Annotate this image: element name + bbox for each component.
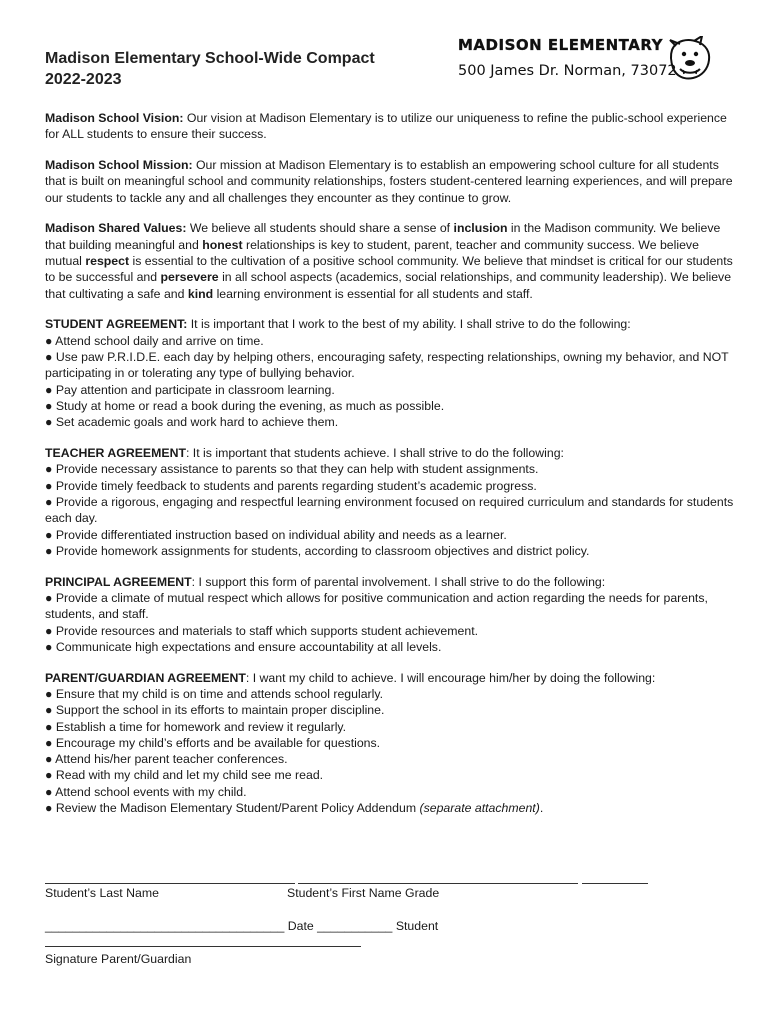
value-honest: honest <box>202 237 243 252</box>
values-text-5: in all school aspects (academics, social relationships, and community leadership). We believe that cultivating a safe and <box>45 270 732 301</box>
addendum-note: (separate attachment) <box>419 800 540 815</box>
list-item: ● Read with my child and let my child see me read. <box>45 768 324 783</box>
value-inclusion: inclusion <box>453 221 508 236</box>
mission-text: Our mission at Madison Elementary is to establish an empowering school culture for all students that is built on meaningful school and community relationships, fosters student-centered learning experiences, and will prepare our students to tackle any and all challenges they encounter as they continue to grow. <box>45 158 733 205</box>
list-item: ● Pay attention and participate in classroom learning. <box>45 382 335 397</box>
title-line-1: Madison Elementary School-Wide Compact <box>45 50 375 67</box>
list-item: ● Establish a time for homework and review it regularly. <box>45 719 347 734</box>
list-item: ● Provide a climate of mutual respect which allows for positive communication and action regarding the needs for parents, students, and staff. <box>45 590 708 622</box>
values-label: Madison Shared Values: <box>45 221 187 236</box>
list-item: ● Ensure that my child is on time and attends school regularly. <box>45 686 384 701</box>
list-item: ● Set academic goals and work hard to achieve them. <box>45 415 339 430</box>
student-last-name-line[interactable] <box>45 883 295 884</box>
list-item: ● Attend school events with my child. <box>45 784 247 799</box>
parent-agreement-label: PARENT/GUARDIAN AGREEMENT <box>45 670 246 685</box>
student-first-name-grade-label: Student’s First Name Grade <box>287 886 440 900</box>
principal-agreement-label: PRINCIPAL AGREEMENT <box>45 574 192 589</box>
value-respect: respect <box>85 254 130 269</box>
values-text-6: learning environment is essential for all students and staff. <box>213 286 533 301</box>
date-signature-line[interactable]: ___________________________________ Date ___________ Student <box>45 919 439 933</box>
values-text-2: in the Madison community. We believe that building meaningful and <box>45 221 721 252</box>
title-line-2: 2022-2023 <box>45 71 122 88</box>
bulldog-mascot-icon <box>668 36 712 82</box>
compact-body <box>45 110 735 831</box>
list-item: ● Provide timely feedback to students and parents regarding student’s academic progress. <box>45 478 537 493</box>
list-item: ● Provide homework assignments for students, according to classroom objectives and district policy. <box>45 543 590 558</box>
student-last-name-label: Student’s Last Name <box>45 886 159 900</box>
student-first-name-line[interactable] <box>298 883 578 884</box>
student-agreement-label: STUDENT AGREEMENT: <box>45 317 188 332</box>
list-item: ● Use paw P.R.I.D.E. each day by helping others, encouraging safety, respecting relationships, owning my behavior, and NOT <box>45 350 729 365</box>
parent-signature-label: Signature Parent/Guardian <box>45 952 192 966</box>
teacher-agreement-intro: : It is important that students achieve. I shall strive to do the following: <box>185 446 564 461</box>
school-logo <box>456 36 708 84</box>
teacher-agreement-label: TEACHER AGREEMENT <box>45 446 186 461</box>
list-item: ● Attend school daily and arrive on time. <box>45 333 264 348</box>
logo-school-name: MADISON ELEMENTARY <box>458 36 663 54</box>
vision-paragraph <box>45 110 735 143</box>
vision-text: Our vision at Madison Elementary is to utilize our uniqueness to refine the public-school experience for ALL students to ensure their success. <box>45 111 727 142</box>
value-kind: kind <box>187 286 214 301</box>
values-text-1: We believe all students should share a sense of <box>186 221 454 236</box>
values-text-3: relationships is key to student, parent, teacher and community success. We believe mutual <box>45 237 699 269</box>
list-item: participating in or tolerating any type of bullying behavior. <box>45 366 355 381</box>
addendum-end: . <box>539 800 544 815</box>
student-agreement-intro: It is important that I work to the best of my ability. I shall strive to do the following: <box>187 317 631 332</box>
list-item: ● Support the school in its efforts to maintain proper discipline. <box>45 703 385 718</box>
principal-agreement <box>45 574 735 655</box>
list-item: ● Encourage my child’s efforts and be available for questions. <box>45 735 381 750</box>
list-item: ● Study at home or read a book during the evening, as much as possible. <box>45 398 445 413</box>
grade-line[interactable] <box>582 883 648 884</box>
vision-label: Madison School Vision: <box>45 111 184 125</box>
list-item-last <box>45 800 735 816</box>
principal-agreement-intro: : I support this form of parental involvement. I shall strive to do the following: <box>191 574 606 589</box>
parent-signature-line[interactable] <box>45 946 361 947</box>
mission-paragraph <box>45 157 735 206</box>
list-item: ● Communicate high expectations and ensure accountability at all levels. <box>45 639 442 654</box>
values-paragraph <box>45 220 735 301</box>
page-title <box>45 48 375 90</box>
teacher-agreement <box>45 445 735 559</box>
parent-agreement <box>45 670 735 817</box>
student-agreement <box>45 316 735 430</box>
list-item: ● Provide differentiated instruction based on individual ability and needs as a learner. <box>45 527 507 542</box>
value-persevere: persevere <box>160 270 219 285</box>
addendum-text: ● Review the Madison Elementary Student/Parent Policy Addendum <box>45 800 420 815</box>
list-item: ● Provide resources and materials to staff which supports student achievement. <box>45 623 479 638</box>
values-text-4: is essential to the cultivation of a positive school community. We believe that mindset is critical for our students to be successful and <box>45 254 733 285</box>
parent-agreement-intro: : I want my child to achieve. I will encourage him/her by doing the following: <box>245 670 656 685</box>
list-item: ● Provide necessary assistance to parents so that they can help with student assignments. <box>45 462 539 477</box>
list-item: ● Attend his/her parent teacher conferences. <box>45 752 288 767</box>
mission-label: Madison School Mission: <box>45 158 193 173</box>
list-item: ● Provide a rigorous, engaging and respectful learning environment focused on required curriculum and standards for students each day. <box>45 494 734 526</box>
logo-address: 500 James Dr. Norman, 73072 <box>458 63 677 79</box>
